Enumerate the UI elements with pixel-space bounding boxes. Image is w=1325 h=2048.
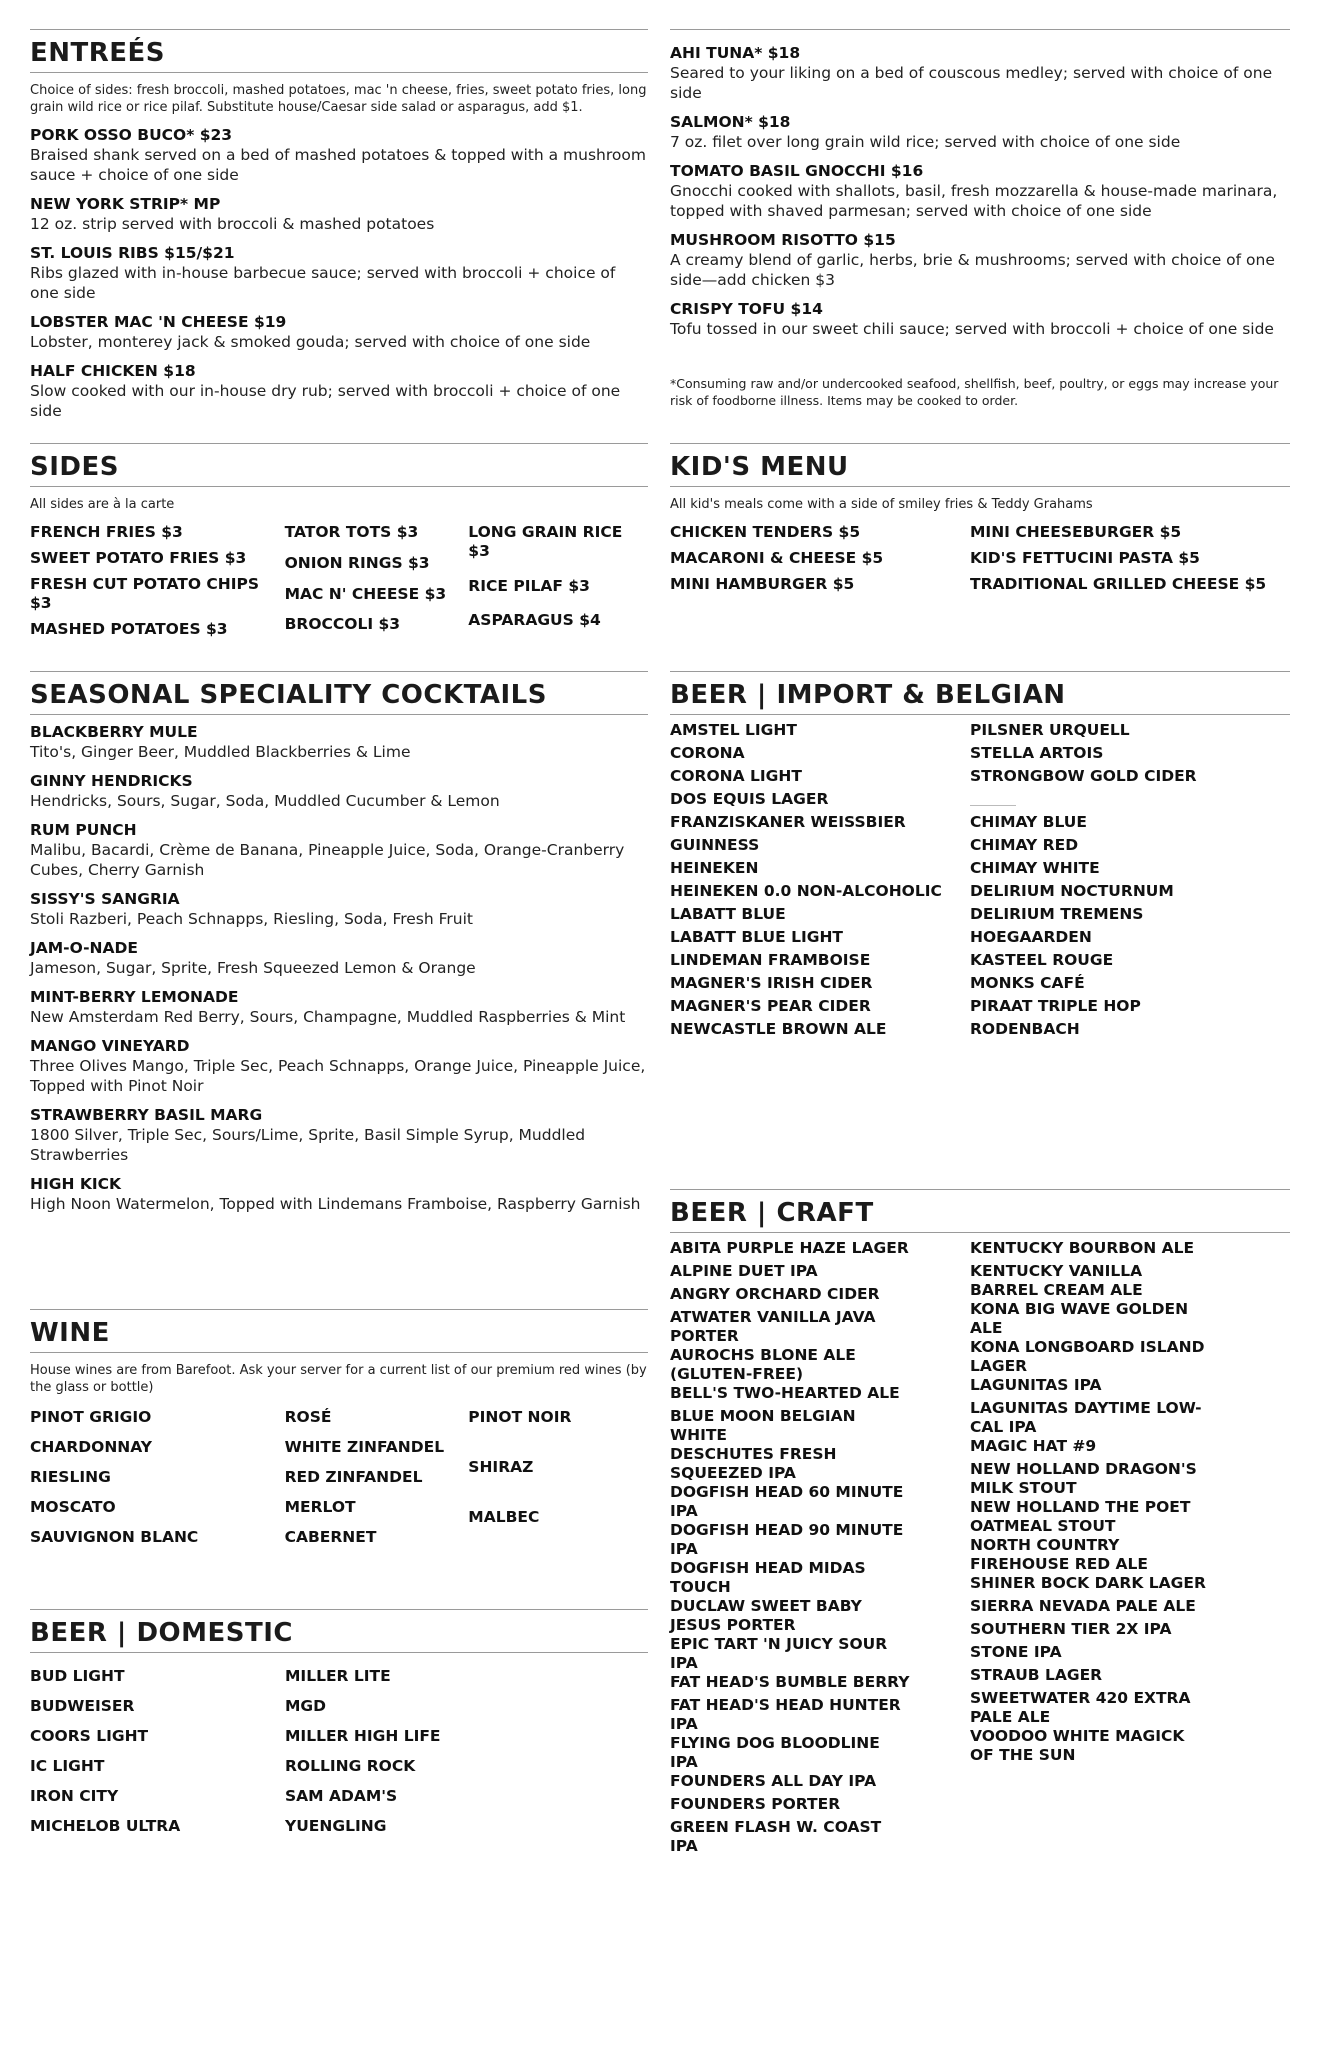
cocktail-name: MANGO VINEYARD bbox=[30, 1037, 190, 1055]
beer-item: LAGUNITAS DAYTIME LOW-CAL IPA bbox=[970, 1399, 1202, 1436]
kids-title: KID'S MENU bbox=[670, 444, 1290, 487]
wine-title: WINE bbox=[30, 1310, 648, 1353]
entrees-right-list bbox=[670, 44, 1290, 339]
menu-item bbox=[30, 1037, 648, 1096]
beer-item: BELL'S TWO-HEARTED ALE bbox=[670, 1384, 900, 1402]
menu-item bbox=[30, 1106, 648, 1165]
beer-item: MAGNER'S IRISH CIDER bbox=[670, 974, 873, 992]
entree-name: CRISPY TOFU $14 bbox=[670, 300, 823, 318]
beer-item: EPIC TART 'N JUICY SOUR IPA bbox=[670, 1635, 888, 1672]
beer-item: ATWATER VANILLA JAVA PORTER bbox=[670, 1308, 876, 1345]
beer-item: KENTUCKY VANILLA BARREL CREAM ALE bbox=[970, 1262, 1143, 1299]
entree-description: 7 oz. filet over long grain wild rice; served with choice of one side bbox=[670, 133, 1181, 151]
cocktail-name: RUM PUNCH bbox=[30, 821, 137, 839]
craft-title: BEER | CRAFT bbox=[670, 1190, 1290, 1233]
beer-item: CHIMAY BLUE bbox=[970, 813, 1087, 831]
side-item: RICE PILAF $3 bbox=[468, 576, 590, 595]
sides-column-3 bbox=[468, 523, 648, 639]
beer-item: NEW HOLLAND THE POET OATMEAL STOUT bbox=[970, 1498, 1191, 1535]
beer-item: CHIMAY WHITE bbox=[970, 859, 1100, 877]
craft-section bbox=[670, 1189, 1290, 1856]
cocktail-name: BLACKBERRY MULE bbox=[30, 723, 198, 741]
beer-item: GREEN FLASH W. COAST IPA bbox=[670, 1818, 882, 1855]
wine-item: MERLOT bbox=[284, 1498, 356, 1516]
beer-item: CHIMAY RED bbox=[970, 836, 1079, 854]
beer-item: FRANZISKANER WEISSBIER bbox=[670, 813, 906, 831]
entrees-title: ENTREÉS bbox=[30, 30, 648, 73]
cocktail-name: HIGH KICK bbox=[30, 1175, 121, 1193]
beer-item: DOS EQUIS LAGER bbox=[670, 790, 829, 808]
domestic-column-1 bbox=[30, 1667, 285, 1836]
beer-item: STRAUB LAGER bbox=[970, 1666, 1103, 1684]
kids-column-1 bbox=[670, 523, 970, 594]
wine-column-2 bbox=[285, 1408, 469, 1547]
beer-item: BUD LIGHT bbox=[30, 1667, 125, 1685]
beer-item: FAT HEAD'S BUMBLE BERRY bbox=[670, 1673, 910, 1691]
wine-note: House wines are from Barefoot. Ask your server for a current list of our premium red wines (by the glass or bottle) bbox=[30, 1363, 647, 1395]
kids-item: MACARONI & CHEESE $5 bbox=[670, 549, 884, 567]
entrees-section bbox=[30, 29, 648, 421]
beer-item: RODENBACH bbox=[970, 1020, 1080, 1038]
beer-item: DUCLAW SWEET BABY JESUS PORTER bbox=[670, 1597, 862, 1634]
beer-item: HOEGAARDEN bbox=[970, 928, 1092, 946]
side-item: LONG GRAIN RICE $3 bbox=[468, 523, 623, 560]
sides-section bbox=[30, 443, 648, 639]
beer-item: FLYING DOG BLOODLINE IPA bbox=[670, 1734, 880, 1771]
beer-item: KENTUCKY BOURBON ALE bbox=[970, 1239, 1195, 1257]
beer-item: NORTH COUNTRY FIREHOUSE RED ALE bbox=[970, 1536, 1149, 1573]
beer-item: STRONGBOW GOLD CIDER bbox=[970, 767, 1197, 785]
beer-item: DOGFISH HEAD MIDAS TOUCH bbox=[670, 1559, 866, 1596]
beer-item: YUENGLING bbox=[285, 1817, 387, 1835]
menu-item bbox=[30, 821, 648, 880]
beer-item: DELIRIUM NOCTURNUM bbox=[970, 882, 1174, 900]
beer-item: IRON CITY bbox=[30, 1787, 119, 1805]
menu-item bbox=[30, 195, 648, 234]
wine-item: CHARDONNAY bbox=[30, 1438, 153, 1456]
menu-item bbox=[30, 313, 648, 352]
wine-item: RIESLING bbox=[30, 1468, 111, 1486]
entree-description: Braised shank served on a bed of mashed potatoes & topped with a mushroom sauce + choice of one side bbox=[30, 146, 646, 184]
wine-item: MALBEC bbox=[468, 1508, 540, 1526]
entree-description: A creamy blend of garlic, herbs, brie & mushrooms; served with choice of one side—add chicken $3 bbox=[670, 251, 1275, 289]
beer-item: SWEETWATER 420 EXTRA PALE ALE bbox=[970, 1689, 1191, 1726]
wine-item: WHITE ZINFANDEL bbox=[284, 1438, 445, 1456]
beer-item: KONA LONGBOARD ISLAND LAGER bbox=[970, 1338, 1205, 1375]
cocktail-ingredients: Jameson, Sugar, Sprite, Fresh Squeezed Lemon & Orange bbox=[30, 959, 476, 977]
beer-item: CORONA bbox=[670, 744, 745, 762]
beer-item: ABITA PURPLE HAZE LAGER bbox=[670, 1239, 909, 1257]
beer-item: NEW HOLLAND DRAGON'S MILK STOUT bbox=[970, 1460, 1197, 1497]
import-section bbox=[670, 671, 1290, 1043]
sides-title: SIDES bbox=[30, 444, 648, 487]
beer-item: SAM ADAM'S bbox=[285, 1787, 398, 1805]
cocktail-ingredients: High Noon Watermelon, Topped with Lindemans Framboise, Raspberry Garnish bbox=[30, 1195, 641, 1213]
beer-item: DOGFISH HEAD 60 MINUTE IPA bbox=[670, 1483, 904, 1520]
side-item: TATOR TOTS $3 bbox=[284, 523, 419, 541]
beer-item: NEWCASTLE BROWN ALE bbox=[670, 1020, 887, 1038]
side-item: MASHED POTATOES $3 bbox=[30, 620, 228, 638]
kids-item: MINI CHEESEBURGER $5 bbox=[970, 523, 1182, 541]
beer-item: DESCHUTES FRESH SQUEEZED IPA bbox=[670, 1445, 837, 1482]
cocktails-section bbox=[30, 671, 648, 1214]
kids-item: CHICKEN TENDERS $5 bbox=[670, 523, 861, 541]
entree-name: LOBSTER MAC 'N CHEESE $19 bbox=[30, 313, 287, 331]
menu-item bbox=[670, 113, 1290, 152]
cocktail-name: JAM-O-NADE bbox=[30, 939, 138, 957]
cocktail-ingredients: Tito's, Ginger Beer, Muddled Blackberries & Lime bbox=[30, 743, 411, 761]
kids-item: KID'S FETTUCINI PASTA $5 bbox=[970, 549, 1200, 567]
menu-item bbox=[30, 772, 648, 811]
entree-name: PORK OSSO BUCO* $23 bbox=[30, 126, 233, 144]
sides-note: All sides are à la carte bbox=[30, 497, 175, 512]
cocktail-name: STRAWBERRY BASIL MARG bbox=[30, 1106, 263, 1124]
beer-item: IC LIGHT bbox=[30, 1757, 105, 1775]
menu-item bbox=[670, 231, 1290, 290]
beer-item: SOUTHERN TIER 2X IPA bbox=[970, 1620, 1172, 1638]
domestic-section bbox=[30, 1609, 648, 1836]
wine-section bbox=[30, 1309, 648, 1547]
beer-item: LINDEMAN FRAMBOISE bbox=[670, 951, 871, 969]
entree-description: Gnocchi cooked with shallots, basil, fresh mozzarella & house-made marinara, topped with shaved parmesan; served with choice of one side bbox=[670, 182, 1278, 220]
cocktail-ingredients: 1800 Silver, Triple Sec, Sours/Lime, Sprite, Basil Simple Syrup, Muddled Strawberries bbox=[30, 1126, 586, 1164]
wine-item: SAUVIGNON BLANC bbox=[30, 1528, 199, 1546]
menu-item bbox=[30, 244, 648, 303]
entree-description: Seared to your liking on a bed of couscous medley; served with choice of one side bbox=[670, 64, 1273, 102]
beer-item: BLUE MOON BELGIAN WHITE bbox=[670, 1407, 856, 1444]
beer-item: LABATT BLUE LIGHT bbox=[670, 928, 843, 946]
beer-item: ANGRY ORCHARD CIDER bbox=[670, 1285, 880, 1303]
beer-item: ROLLING ROCK bbox=[285, 1757, 416, 1775]
beer-item: MGD bbox=[285, 1697, 327, 1715]
side-item: BROCCOLI $3 bbox=[284, 615, 401, 634]
menu-item bbox=[670, 162, 1290, 221]
menu-item bbox=[30, 939, 648, 978]
kids-section bbox=[670, 443, 1290, 594]
wine-item: RED ZINFANDEL bbox=[284, 1468, 423, 1486]
cocktail-name: MINT-BERRY LEMONADE bbox=[30, 988, 239, 1006]
menu-item bbox=[670, 44, 1290, 103]
beer-item: BUDWEISER bbox=[30, 1697, 135, 1715]
entree-name: SALMON* $18 bbox=[670, 113, 791, 131]
craft-column-1 bbox=[670, 1239, 970, 1856]
cocktail-ingredients: Stoli Razberi, Peach Schnapps, Riesling, Soda, Fresh Fruit bbox=[30, 910, 474, 928]
entree-description: Slow cooked with our in-house dry rub; served with broccoli + choice of one side bbox=[30, 382, 621, 420]
menu-item bbox=[30, 723, 648, 762]
beer-item: GUINNESS bbox=[670, 836, 760, 854]
side-item: FRESH CUT POTATO CHIPS $3 bbox=[30, 575, 260, 612]
beer-item: FOUNDERS ALL DAY IPA bbox=[670, 1772, 877, 1790]
beer-item: MILLER LITE bbox=[285, 1667, 391, 1685]
beer-item: PIRAAT TRIPLE HOP bbox=[970, 997, 1141, 1015]
wine-column-3 bbox=[468, 1408, 648, 1547]
side-item: ONION RINGS $3 bbox=[284, 553, 430, 572]
beer-item: CORONA LIGHT bbox=[670, 767, 802, 785]
domestic-column-2 bbox=[285, 1667, 585, 1836]
beer-item: SIERRA NEVADA PALE ALE bbox=[970, 1597, 1196, 1615]
entrees-sides-note: Choice of sides: fresh broccoli, mashed potatoes, mac 'n cheese, fries, sweet potato fries, long grain wild rice or rice pilaf. Substitute house/Caesar side salad or asparagus, add $1. bbox=[30, 83, 647, 115]
beer-item: STELLA ARTOIS bbox=[970, 744, 1104, 762]
kids-column-2 bbox=[970, 523, 1290, 594]
beer-item: FOUNDERS PORTER bbox=[670, 1795, 841, 1813]
wine-item: PINOT GRIGIO bbox=[30, 1408, 152, 1426]
beer-item: DOGFISH HEAD 90 MINUTE IPA bbox=[670, 1521, 904, 1558]
entree-description: Lobster, monterey jack & smoked gouda; served with choice of one side bbox=[30, 333, 591, 351]
kids-item: TRADITIONAL GRILLED CHEESE $5 bbox=[970, 575, 1267, 593]
wine-item: ROSÉ bbox=[284, 1408, 332, 1426]
beer-item: LAGUNITAS IPA bbox=[970, 1376, 1102, 1394]
menu-item bbox=[30, 362, 648, 421]
beer-item: HEINEKEN 0.0 NON-ALCOHOLIC bbox=[670, 882, 942, 900]
entree-name: MUSHROOM RISOTTO $15 bbox=[670, 231, 896, 249]
menu-item bbox=[30, 1175, 648, 1214]
entree-name: TOMATO BASIL GNOCCHI $16 bbox=[670, 162, 924, 180]
beer-item: FAT HEAD'S HEAD HUNTER IPA bbox=[670, 1696, 901, 1733]
beer-item: MAGIC HAT #9 bbox=[970, 1437, 1097, 1455]
beer-item: MICHELOB ULTRA bbox=[30, 1817, 181, 1835]
beer-item: KONA BIG WAVE GOLDEN ALE bbox=[970, 1300, 1189, 1337]
beer-item: COORS LIGHT bbox=[30, 1727, 149, 1745]
side-item: FRENCH FRIES $3 bbox=[30, 523, 183, 541]
beer-item: AUROCHS BLONE ALE (GLUTEN-FREE) bbox=[670, 1346, 856, 1383]
sides-column-2 bbox=[285, 523, 469, 639]
wine-column-1 bbox=[30, 1408, 285, 1547]
cocktails-title: SEASONAL SPECIALITY COCKTAILS bbox=[30, 672, 648, 715]
entrees-right-section bbox=[670, 29, 1290, 409]
menu-item bbox=[30, 126, 648, 185]
beer-item: STONE IPA bbox=[970, 1643, 1062, 1661]
beer-item: DELIRIUM TREMENS bbox=[970, 905, 1144, 923]
domestic-title: BEER | DOMESTIC bbox=[30, 1610, 648, 1653]
beer-item: VOODOO WHITE MAGICK OF THE SUN bbox=[970, 1727, 1185, 1764]
raw-food-disclaimer: *Consuming raw and/or undercooked seafood, shellfish, beef, poultry, or eggs may increase your risk of foodborne illness. Items may be cooked to order. bbox=[670, 376, 1279, 408]
menu-item bbox=[30, 890, 648, 929]
side-item: ASPARAGUS $4 bbox=[468, 611, 601, 630]
beer-item: MAGNER'S PEAR CIDER bbox=[670, 997, 871, 1015]
import-divider bbox=[970, 790, 1290, 813]
entree-name: AHI TUNA* $18 bbox=[670, 44, 801, 62]
wine-item: CABERNET bbox=[284, 1528, 377, 1546]
wine-item: MOSCATO bbox=[30, 1498, 116, 1516]
cocktail-ingredients: Three Olives Mango, Triple Sec, Peach Schnapps, Orange Juice, Pineapple Juice, Topped with Pinot Noir bbox=[30, 1057, 646, 1095]
entree-description: Tofu tossed in our sweet chili sauce; served with broccoli + choice of one side bbox=[670, 320, 1274, 338]
sides-column-1 bbox=[30, 523, 285, 639]
beer-item: ALPINE DUET IPA bbox=[670, 1262, 818, 1280]
beer-item: HEINEKEN bbox=[670, 859, 759, 877]
beer-item: AMSTEL LIGHT bbox=[670, 721, 797, 739]
cocktail-name: GINNY HENDRICKS bbox=[30, 772, 193, 790]
side-item: MAC N' CHEESE $3 bbox=[284, 584, 447, 603]
import-column-2 bbox=[970, 721, 1290, 1043]
beer-item: MILLER HIGH LIFE bbox=[285, 1727, 441, 1745]
entree-name: NEW YORK STRIP* MP bbox=[30, 195, 221, 213]
cocktail-name: SISSY'S SANGRIA bbox=[30, 890, 180, 908]
wine-item: SHIRAZ bbox=[468, 1458, 534, 1476]
import-title: BEER | IMPORT & BELGIAN bbox=[670, 672, 1290, 715]
entree-description: Ribs glazed with in-house barbecue sauce; served with broccoli + choice of one side bbox=[30, 264, 616, 302]
menu-item bbox=[30, 988, 648, 1027]
import-column-1 bbox=[670, 721, 970, 1043]
wine-item: PINOT NOIR bbox=[468, 1408, 572, 1426]
side-item: SWEET POTATO FRIES $3 bbox=[30, 549, 247, 567]
cocktail-ingredients: Malibu, Bacardi, Crème de Banana, Pineapple Juice, Soda, Orange-Cranberry Cubes, Cherry Garnish bbox=[30, 841, 625, 879]
beer-item: PILSNER URQUELL bbox=[970, 721, 1130, 739]
beer-item: LABATT BLUE bbox=[670, 905, 786, 923]
kids-note: All kid's meals come with a side of smiley fries & Teddy Grahams bbox=[670, 497, 1093, 512]
cocktail-ingredients: Hendricks, Sours, Sugar, Soda, Muddled Cucumber & Lemon bbox=[30, 792, 500, 810]
beer-item: MONKS CAFÉ bbox=[970, 974, 1085, 992]
entrees-left-list bbox=[30, 126, 648, 421]
beer-item: SHINER BOCK DARK LAGER bbox=[970, 1574, 1206, 1592]
menu-item bbox=[670, 300, 1290, 339]
cocktails-list bbox=[30, 723, 648, 1214]
kids-item: MINI HAMBURGER $5 bbox=[670, 575, 855, 593]
entree-name: HALF CHICKEN $18 bbox=[30, 362, 196, 380]
craft-column-2 bbox=[970, 1239, 1290, 1856]
entree-description: 12 oz. strip served with broccoli & mashed potatoes bbox=[30, 215, 435, 233]
beer-item: KASTEEL ROUGE bbox=[970, 951, 1114, 969]
entree-name: ST. LOUIS RIBS $15/$21 bbox=[30, 244, 235, 262]
cocktail-ingredients: New Amsterdam Red Berry, Sours, Champagne, Muddled Raspberries & Mint bbox=[30, 1008, 626, 1026]
